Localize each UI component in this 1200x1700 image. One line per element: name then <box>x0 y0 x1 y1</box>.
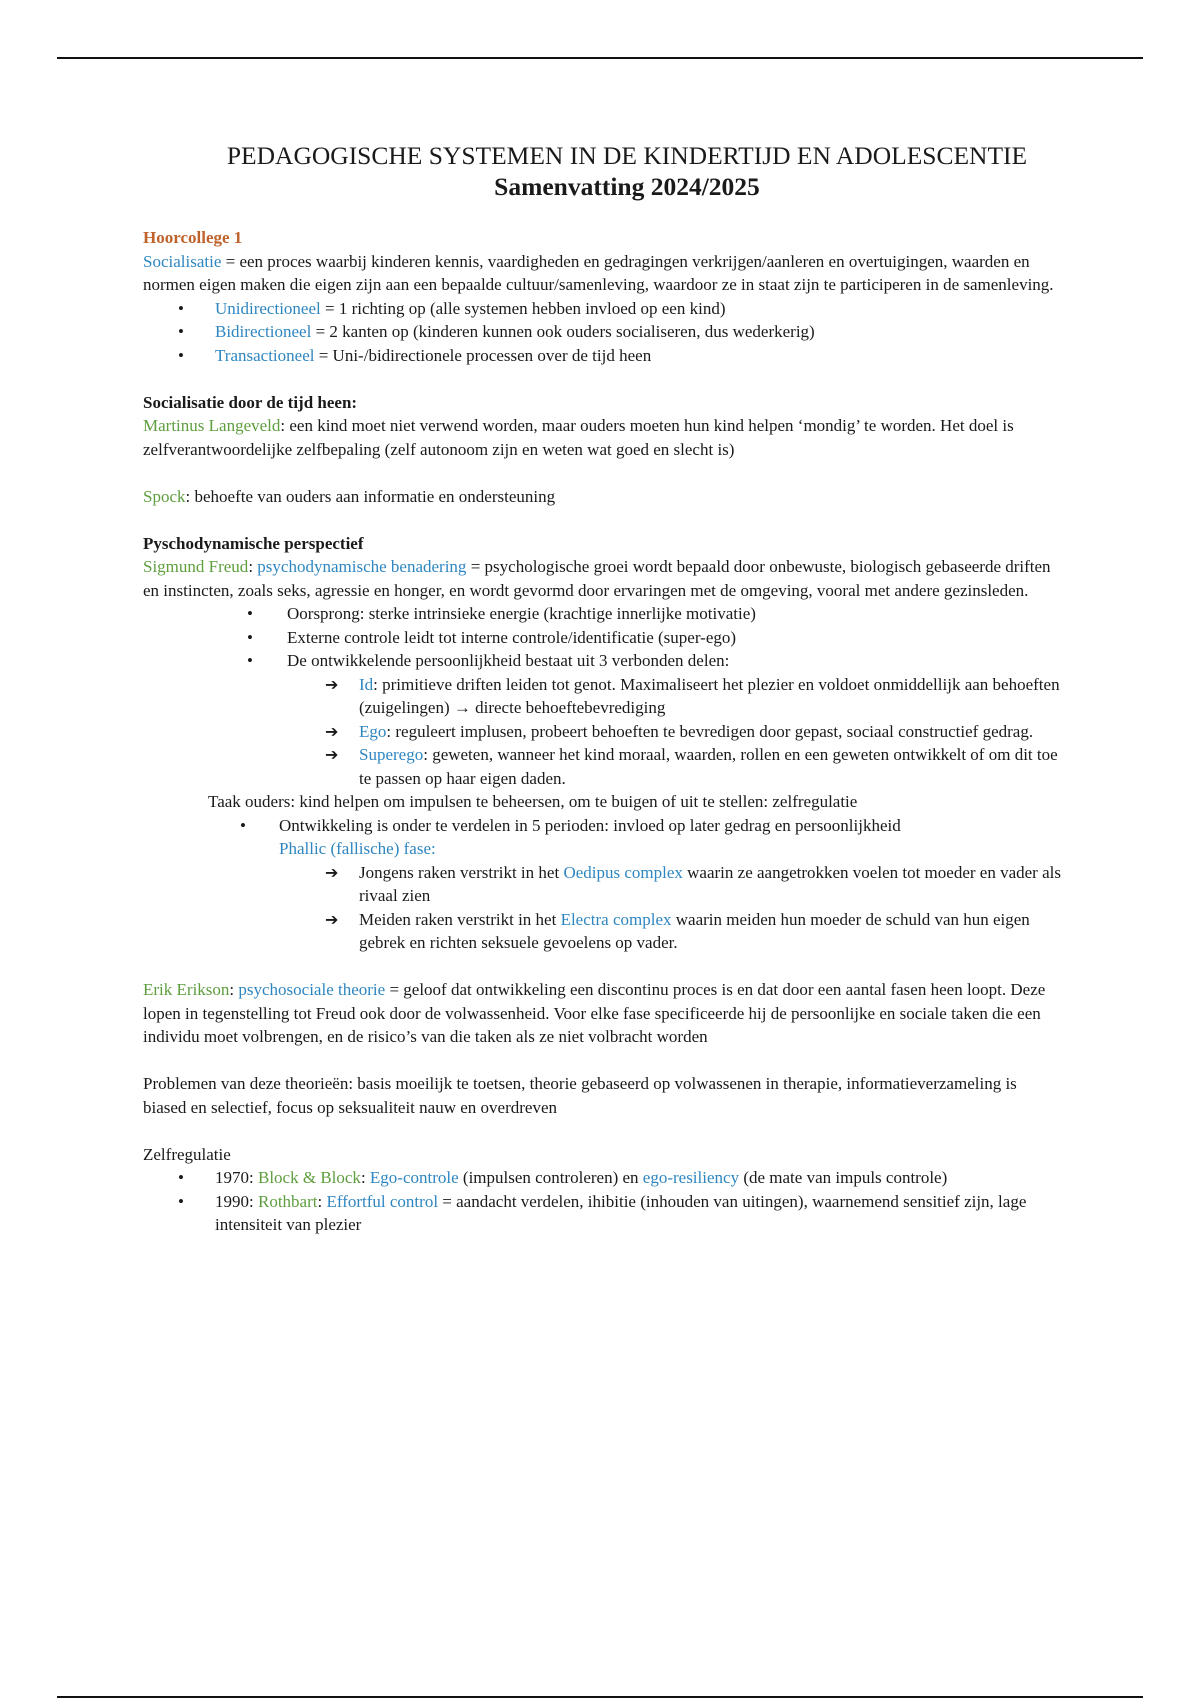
list-item <box>143 344 1063 368</box>
term-psychosociale-theorie: psychosociale theorie <box>238 980 386 999</box>
term-unidirectioneel: Unidirectioneel <box>215 298 321 318</box>
document-subtitle: Samenvatting 2024/2025 <box>494 172 760 201</box>
freud-list <box>143 602 1063 673</box>
list-item-text: = 1 richting op (alle systemen hebben invloed op een kind) <box>320 298 726 318</box>
list-item <box>143 297 1063 321</box>
document-title: PEDAGOGISCHE SYSTEMEN IN DE KINDERTIJD EN ADOLESCENTIE <box>226 141 1028 170</box>
arrow-item-text: : primitieve driften leiden tot genot. Maximaliseert het plezier en voldoet onmiddellijk aan behoeften (zuigelingen) → directe behoeftebevrediging <box>359 674 1060 717</box>
list-item-text: = aandacht verdelen, ihibitie (inhouden van uitingen), waarnemend sensitief zijn, lage intensiteit van plezier <box>215 1191 1027 1234</box>
socialisatie-definition <box>143 250 1063 297</box>
list-item: • Oorsprong: sterke intrinsieke energie (krachtige innerlijke motivatie) <box>143 602 1063 626</box>
langeveld-paragraph <box>143 414 1063 461</box>
list-item: • Externe controle leidt tot interne controle/identificatie (super-ego) <box>143 626 1063 650</box>
section-heading-zelfregulatie: Zelfregulatie <box>143 1144 231 1164</box>
paragraph-text: : behoefte van ouders aan informatie en ondersteuning <box>185 486 556 506</box>
term-socialisatie: Socialisatie <box>143 251 222 271</box>
term-id: Id <box>359 674 374 694</box>
arrow-item-text: waarin ze aangetrokken voelen tot moeder en vader als rivaal zien <box>359 862 1061 905</box>
term-electra-complex: Electra complex <box>560 909 672 929</box>
document-page <box>143 140 1063 1237</box>
term-transactioneel: Transactioneel <box>215 345 315 365</box>
separator: : <box>248 557 258 576</box>
term-ego: Ego <box>359 721 387 741</box>
term-ego-controle: Ego-controle <box>369 1168 459 1187</box>
socialisatie-list <box>143 297 1063 368</box>
arrow-item-text: Jongens raken verstrikt in het <box>359 862 564 882</box>
separator: : <box>360 1168 370 1187</box>
taak-ouders: Taak ouders: kind helpen om impulsen te beheersen, om te buigen of uit te stellen: zelfregulatie <box>208 792 858 811</box>
equals-sign: = <box>466 557 485 576</box>
periods-list <box>143 814 1063 838</box>
list-item: • Ontwikkeling is onder te verdelen in 5 perioden: invloed op later gedrag en persoonlijkheid <box>143 814 1063 838</box>
name-spock: Spock <box>143 486 186 506</box>
name-langeveld: Martinus Langeveld <box>143 416 281 435</box>
paragraph-text: : een kind moet niet verwend worden, maar ouders moeten hun kind helpen ‘mondig’ te worden. Het doel is zelfverantwoordelijke zelfbepaling (zelf autonoom zijn en weten wat goed en slecht is) <box>143 416 1014 459</box>
arrow-item-ego <box>143 720 1063 744</box>
arrow-item-id <box>143 673 1063 720</box>
list-item <box>143 320 1063 344</box>
personality-parts-list <box>143 673 1063 791</box>
freud-paragraph <box>143 555 1063 602</box>
list-item: • De ontwikkelende persoonlijkheid bestaat uit 3 verbonden delen: <box>143 649 1063 673</box>
arrow-item-electra <box>143 908 1063 955</box>
list-item-text: = 2 kanten op (kinderen kunnen ook ouders socialiseren, dus wederkerig) <box>311 322 815 341</box>
erikson-paragraph <box>143 978 1063 1049</box>
arrow-item-text: waarin meiden hun moeder de schuld van hun eigen gebrek en richten seksuele gevoelens op vader. <box>359 909 1030 952</box>
problems-paragraph: Problemen van deze theorieën: basis moeilijk te toetsen, theorie gebaseerd op volwassenen in therapie, informatieverzameling is biased en selectief, focus op seksualiteit nauw en overdreven <box>143 1074 1017 1117</box>
arrow-item-text: : reguleert implusen, probeert behoeften te bevredigen door gepast, sociaal constructief gedrag. <box>386 721 1034 741</box>
separator: : <box>317 1191 327 1211</box>
list-item <box>143 1166 1063 1190</box>
section-heading-tijd: Socialisatie door de tijd heen: <box>143 392 358 412</box>
list-item-text: (impulsen controleren) en <box>458 1168 643 1187</box>
top-rule <box>57 57 1143 59</box>
phallic-phase: Phallic (fallische) fase: <box>279 839 436 858</box>
term-oedipus-complex: Oedipus complex <box>563 862 683 882</box>
term-effortful-control: Effortful control <box>326 1191 439 1211</box>
arrow-item-text: Meiden raken verstrikt in het <box>359 909 561 929</box>
definition-text: = een proces waarbij kinderen kennis, vaardigheden en gedragingen verkrijgen/aanleren en overtuigingen, waarden en normen eigen maken die eigen zijn aan een bepaalde cultuur/samenleving, waardoor ze in staat zijn te participeren in de samenleving. <box>143 251 1054 294</box>
section-heading-hoorcollege: Hoorcollege 1 <box>143 228 243 247</box>
bottom-rule <box>57 1696 1143 1698</box>
name-rothbart: Rothbart <box>257 1191 318 1211</box>
term-superego: Superego <box>359 745 424 764</box>
section-heading-psychodynamisch: Pyschodynamische perspectief <box>143 533 364 553</box>
paragraph-text: = geloof dat ontwikkeling een discontinu proces is en dat door een aantal fasen heen loopt. Deze lopen in tegenstelling tot Freud ook door de volwassenheid. Voor elke fase specificeerde hij de persoonlijke en sociale taken die een individu moet volbrengen, en de risico’s van die taken als ze niet volbracht worden <box>143 980 1046 1046</box>
name-block-block: Block & Block <box>257 1168 361 1187</box>
paragraph-text: psychologische groei wordt bepaald door onbewuste, biologisch gebaseerde driften en instincten, zoals seks, agressie en honger, en wordt gevormd door ervaringen met de omgeving, vooral met andere gezinsleden. <box>143 557 1051 600</box>
list-item-text: (de mate van impuls controle) <box>739 1168 948 1187</box>
list-item <box>143 1190 1063 1237</box>
year: 1990: <box>215 1191 258 1211</box>
year: 1970: <box>215 1168 258 1187</box>
spock-paragraph <box>143 485 1063 509</box>
name-freud: Sigmund Freud <box>143 557 249 576</box>
arrow-item-superego <box>143 743 1063 790</box>
arrow-item-text: : geweten, wanneer het kind moraal, waarden, rollen en een geweten ontwikkelt of om dit toe te passen op haar eigen daden. <box>359 745 1058 788</box>
term-ego-resiliency: ego-resiliency <box>642 1168 740 1187</box>
zelfregulatie-list <box>143 1166 1063 1237</box>
term-psychodynamische-benadering: psychodynamische benadering <box>257 557 467 576</box>
term-bidirectioneel: Bidirectioneel <box>215 322 312 341</box>
arrow-item-oedipus <box>143 861 1063 908</box>
separator: : <box>229 980 239 999</box>
name-erikson: Erik Erikson <box>143 980 230 999</box>
complex-list <box>143 861 1063 955</box>
list-item-text: = Uni-/bidirectionele processen over de tijd heen <box>314 345 652 365</box>
